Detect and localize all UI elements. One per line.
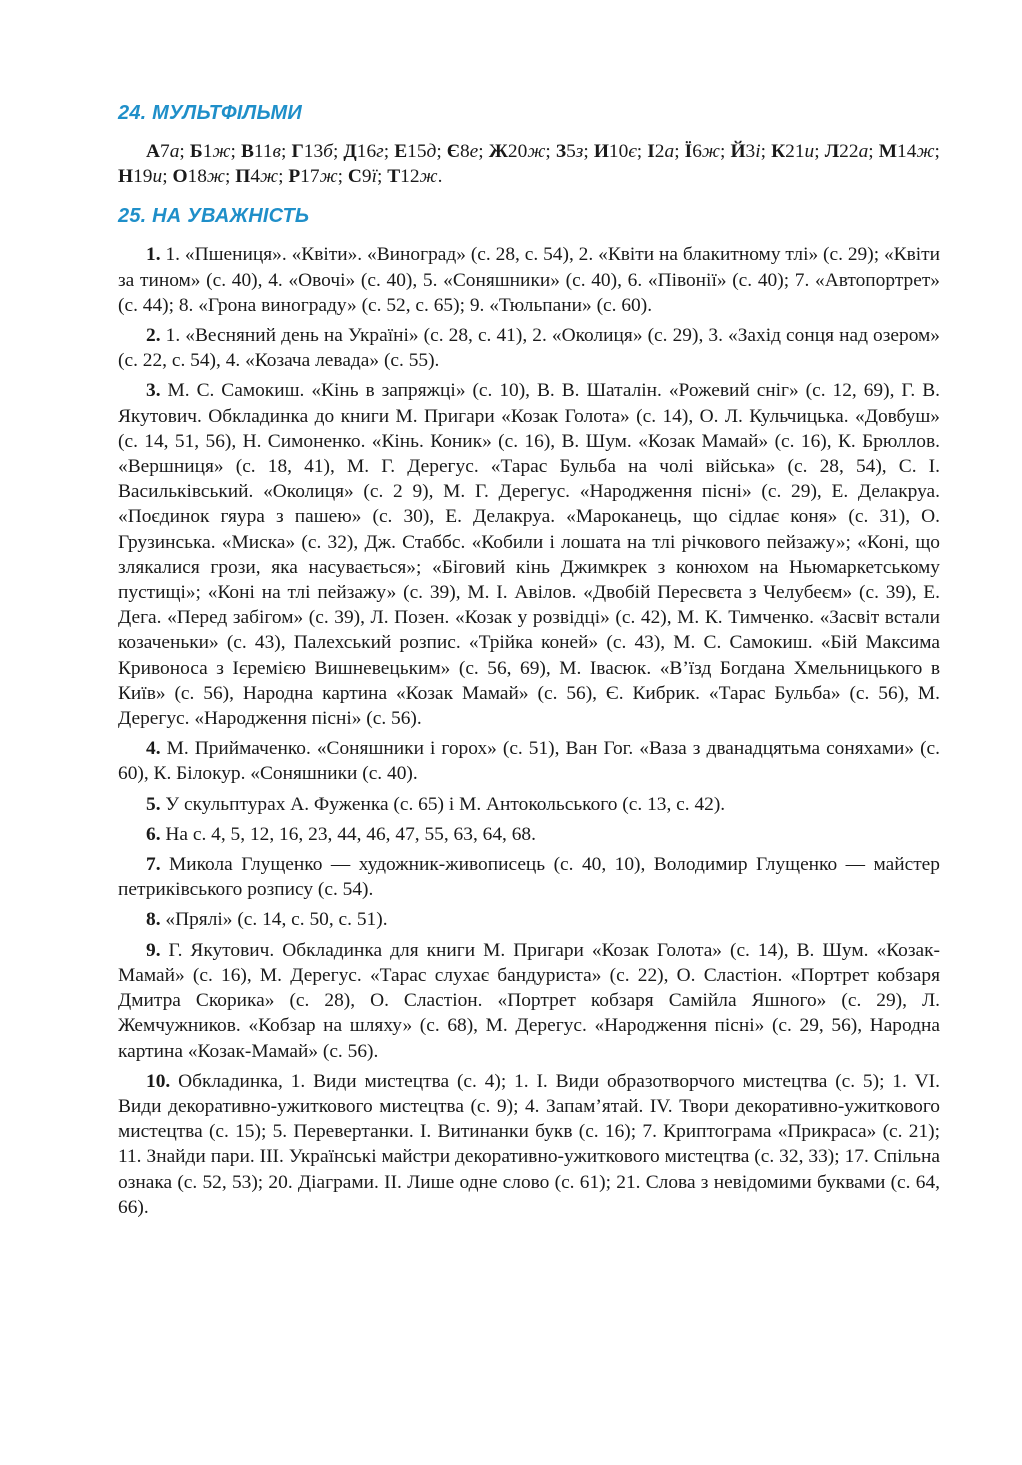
answer-pair: З5з; bbox=[555, 141, 589, 162]
answer-pair: О18ж; bbox=[172, 166, 231, 188]
item-number: 5. bbox=[146, 793, 161, 815]
list-item bbox=[118, 792, 940, 817]
item-text: М. Приймаченко. «Соняшники і горох» (с. 51), Ван Гог. «Ваза з дванадцятьма соняхами» (с. 60), К. Білокур. «Соняшники (с. 40). bbox=[118, 738, 940, 785]
list-item bbox=[118, 736, 940, 786]
section-24-title: 24. МУЛЬТФІЛЬМИ bbox=[118, 102, 303, 124]
answer-pair: Є8е; bbox=[446, 141, 484, 162]
list-item bbox=[118, 907, 940, 932]
item-text: У скульптурах А. Фуженка (с. 65) і М. Антокольського (с. 13, с. 42). bbox=[165, 793, 726, 815]
item-text: 1. «Пшениця». «Квіти». «Виноград» (с. 28, с. 54), 2. «Квіти на блакитному тлі» (с. 29); «Квіти за тином» (с. 40), 4. «Овочі» (с. 40), 5. «Соняшники» (с. 40), 6. «Півонії» (с. 40); 7. «Автопортрет» (с. 44); 8. «Грона винограду» (с. 52, с. 65); 9. «Тюльпани» (с. 60). bbox=[118, 244, 940, 316]
answer-pair: Т12ж. bbox=[387, 166, 443, 188]
list-item bbox=[118, 822, 940, 847]
item-number: 10. bbox=[146, 1070, 171, 1092]
list-item bbox=[118, 323, 940, 373]
answer-pair: Н19и; bbox=[118, 166, 168, 188]
answer-pair: Ж20ж; bbox=[488, 141, 551, 162]
list-item bbox=[118, 378, 940, 731]
answer-pair: А7а; bbox=[146, 141, 185, 162]
list-item bbox=[118, 938, 940, 1064]
section-25-title: 25. НА УВАЖНІСТЬ bbox=[118, 205, 310, 228]
item-number: 3. bbox=[146, 380, 161, 402]
answer-pair: Г13б; bbox=[291, 141, 339, 162]
answer-pair: Д16г; bbox=[343, 141, 390, 162]
answer-pair: Р17ж; bbox=[288, 166, 343, 188]
answer-pair: Л22а; bbox=[824, 141, 874, 162]
item-text: 1. «Весняний день на Україні» (с. 28, с. 41), 2. «Околиця» (с. 29), 3. «Захід сонця над озером» (с. 22, с. 54), 4. «Козача левада» (с. 55). bbox=[118, 325, 940, 372]
item-number: 6. bbox=[146, 823, 161, 845]
item-text: Г. Якутович. Обкладинка для книги М. Пригари «Козак Голота» (с. 14), В. Шум. «Козак-Мамай» (с. 16), М. Дерегус. «Тарас слухає бандуриста» (с. 22), О. Сластіон. «Портрет кобзаря Дмитра Скорика» (с. 28), О. Сластіон. «Портрет кобзаря Самійла Яшного» (с. 29), Л. Жемчужников. «Кобзар на шляху» (с. 68), М. Дерегус. «Народження пісні» (с. 29, 56), Народна картина «Козак-Мамай» (с. 56). bbox=[118, 939, 940, 1062]
answer-pair: Е15д; bbox=[394, 141, 442, 162]
item-text: «Прялі» (с. 14, с. 50, с. 51). bbox=[165, 909, 388, 931]
item-text: Обкладинка, 1. Види мистецтва (с. 4); 1. І. Види образотворчого мистецтва (с. 5); 1. VI. Види декоративно-ужиткового мистецтва (с. 9); 4. Запам’ятай. IV. Твори декоративно-ужиткового мистецтва (с. 15); 5. Перевертанки. І. Витинанки букв (с. 16); 7. Криптограма «Прикраса» (с. 21); 11. Знайди пари. III. Українські майстри декоративно-ужиткового мистецтва (с. 32, 33); 17. Спільна ознака (с. 52, 53); 20. Діаграми. II. Лише одне слово (с. 61); 21. Слова з невідомими буквами (с. 64, 66). bbox=[118, 1070, 940, 1218]
item-number: 2. bbox=[146, 325, 161, 347]
answer-pair: Й3і; bbox=[730, 141, 767, 162]
section-24-answers bbox=[118, 139, 940, 189]
item-text: М. С. Самокиш. «Кінь в запряжці» (с. 10), В. В. Шаталін. «Рожевий сніг» (с. 12, 69), Г. В. Якутович. Обкладинка до книги М. Пригари «Козак Голота» (с. 14), О. Л. Кульчицька. «Довбуш» (с. 14, 51, 56), Н. Симоненко. «Кінь. Коник» (с. 16), В. Шум. «Козак Мамай» (с. 16), К. Брюллов. «Вершниця» (с. 18, 41), М. Г. Дерегус. «Тарас Бульба на чолі війська» (с. 28, 54), С. І. Васильківський. «Околиця» (с. 2 9), М. Г. Дерегус. «Народження пісні» (с. 29), Е. Делакруа. «Поєдинок гяура з пашею» (с. 30), Е. Делакруа. «Мароканець, що сідлає коня» (с. 31), О. Грузинська. «Миска» (с. 32), Дж. Стаббс. «Кобили і лошата на тлі річкового пейзажу»; «Коні, що злякалися грози, яка насувається»; «Біговий кінь Джимкрек з конюхом на Ньюмаркетському пустищі»; «Коні на тлі пейзажу» (с. 39), М. І. Авілов. «Двобій Пересвєта з Челубеєм» (с. 39), Е. Дега. «Перед забігом» (с. 39), Л. Позен. «Козак у розвідці» (с. 42), М. К. Тимченко. «Засвіт встали козаченьки» (с. 43), Палехський розпис. «Трійка коней» (с. 43), М. С. Самокиш. «Бій Максима Кривоноса з Ієремією Вишневецьким» (с. 56, 69), М. Івасюк. «В’їзд Богдана Хмельницького в Київ» (с. 56), Народна картина «Козак Мамай» (с. 56), Є. Кибрик. «Тарас Бульба» (с. 56), М. Дерегус. «Народження пісні» (с. 56). bbox=[118, 380, 940, 730]
list-item bbox=[118, 852, 940, 902]
answer-pair: К21и; bbox=[771, 141, 820, 162]
list-item bbox=[118, 242, 940, 318]
answer-pair: М14ж; bbox=[878, 141, 940, 162]
answer-pair: В11в; bbox=[240, 141, 287, 162]
item-text: На с. 4, 5, 12, 16, 23, 44, 46, 47, 55, 63, 64, 68. bbox=[165, 823, 536, 845]
answer-pair: И10є; bbox=[593, 141, 643, 162]
item-text: Микола Глущенко — художник-живописець (с. 40, 10), Володимир Глущенко — майстер петриківського розпису (с. 54). bbox=[118, 854, 940, 901]
document-page bbox=[118, 100, 940, 1225]
item-number: 7. bbox=[146, 854, 161, 876]
item-number: 1. bbox=[146, 244, 161, 266]
list-item bbox=[118, 1069, 940, 1220]
item-number: 4. bbox=[146, 738, 161, 760]
item-number: 8. bbox=[146, 909, 161, 931]
answer-pair: Ї6ж; bbox=[684, 141, 726, 162]
answer-pair: Б1ж; bbox=[189, 141, 236, 162]
item-number: 9. bbox=[146, 939, 161, 961]
answer-pair: П4ж; bbox=[235, 166, 284, 188]
answer-pair: С9ї; bbox=[347, 166, 383, 188]
answer-pair: І2а; bbox=[647, 141, 680, 162]
